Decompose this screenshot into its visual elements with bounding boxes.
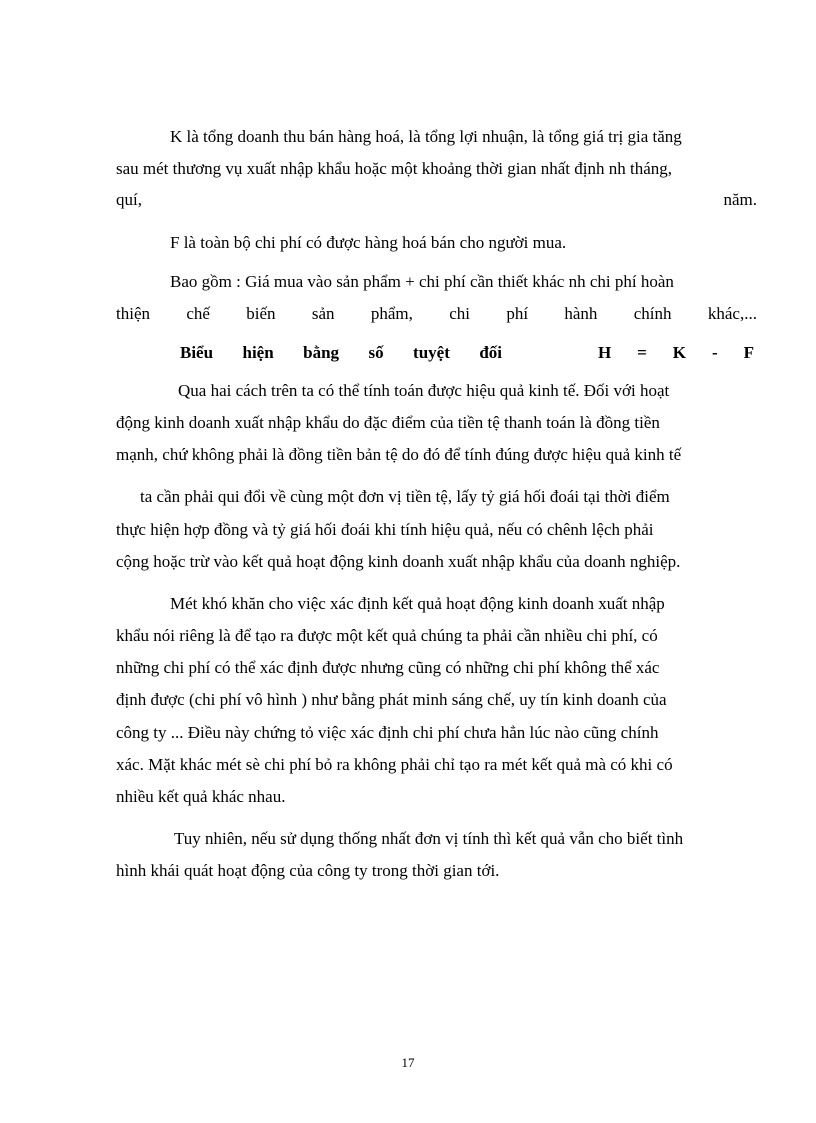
formula-symbol: -	[711, 343, 718, 362]
formula-symbol: H	[598, 343, 612, 362]
formula-label	[180, 342, 502, 364]
paragraph-5-line-3: những chi phí có thể xác định được nhưng cũng có những chi phí không thể xác	[116, 658, 660, 677]
paragraph-5-line-2: khẩu nói riêng là để tạo ra được một kết quả chúng ta phải cần nhiều chi phí, có	[116, 626, 658, 645]
formula-symbol: =	[637, 343, 647, 362]
word: hành	[564, 304, 598, 323]
paragraph-1-line-3	[116, 189, 757, 211]
word: sản	[311, 304, 335, 323]
paragraph-2-line-1: F là toàn bộ chi phí có được hàng hoá bán cho người mua.	[170, 233, 567, 252]
paragraph-5-line-7: nhiều kết quả khác nhau.	[116, 787, 286, 806]
paragraph-3-line-1: Bao gồm : Giá mua vào sản phẩm + chi phí cần thiết khác nh chi phí hoàn	[170, 272, 674, 291]
paragraph-1-line-1: K là tổng doanh thu bán hàng hoá, là tổng lợi nhuận, là tổng giá trị gia tăng	[170, 127, 682, 146]
paragraph-1-line-2: sau mét thương vụ xuất nhập khẩu hoặc một khoảng thời gian nhất định nh tháng,	[116, 159, 672, 178]
word: thiện	[116, 304, 150, 323]
word: khác,...	[707, 304, 757, 323]
paragraph-4-line-4: ta cần phải qui đổi về cùng một đơn vị tiền tệ, lấy tỷ giá hối đoái tại thời điểm	[140, 487, 670, 506]
paragraph-1-line-3-left: quí,	[116, 190, 142, 209]
word: phí	[506, 304, 529, 323]
formula-word: bằng	[303, 343, 340, 362]
paragraph-4-line-6: cộng hoặc trừ vào kết quả hoạt động kinh doanh xuất nhập khẩu của doanh nghiệp.	[116, 552, 681, 571]
word: chính	[633, 304, 672, 323]
paragraph-4-line-5: thực hiện hợp đồng và tỷ giá hối đoái khi tính hiệu quả, nếu có chênh lệch phải	[116, 520, 654, 539]
word: phẩm,	[370, 304, 413, 323]
paragraph-6-line-1: Tuy nhiên, nếu sử dụng thống nhất đơn vị tính thì kết quả vẫn cho biết tình	[174, 829, 684, 848]
formula-word: số	[368, 343, 384, 362]
paragraph-3-line-2	[116, 303, 757, 325]
paragraph-1-line-3-right: năm.	[723, 190, 757, 209]
word: chế	[186, 304, 210, 323]
paragraph-4-line-2: động kinh doanh xuất nhập khẩu do đặc điểm của tiền tệ thanh toán là đồng tiền	[116, 413, 660, 432]
paragraph-4-line-1: Qua hai cách trên ta có thể tính toán được hiệu quả kinh tế. Đối với hoạt	[178, 381, 670, 400]
paragraph-4-line-3: mạnh, chứ không phải là đồng tiền bản tệ do đó để tính đúng được hiệu quả kinh tế	[116, 445, 682, 464]
formula-expression	[598, 342, 754, 364]
formula-word: Biểu	[180, 343, 214, 362]
paragraph-5-line-6: xác. Mặt khác mét sè chi phí bỏ ra không phải chỉ tạo ra mét kết quả mà có khi có	[116, 755, 673, 774]
formula-word: đối	[479, 343, 502, 362]
word: chi	[449, 304, 470, 323]
paragraph-5-line-1: Mét khó khăn cho việc xác định kết quả hoạt động kinh doanh xuất nhập	[170, 594, 665, 613]
formula-symbol: F	[743, 343, 754, 362]
paragraph-5-line-5: công ty ... Điều này chứng tỏ việc xác định chi phí chưa hẳn lúc nào cũng chính	[116, 723, 659, 742]
formula-word: tuyệt	[413, 343, 450, 362]
page-number: 17	[401, 1055, 415, 1070]
formula-word: hiện	[242, 343, 274, 362]
paragraph-5-line-4: định được (chi phí vô hình ) như bằng phát minh sáng chế, uy tín kinh doanh của	[116, 690, 667, 709]
word: biến	[246, 304, 276, 323]
paragraph-6-line-2: hình khái quát hoạt động của công ty trong thời gian tới.	[116, 861, 500, 880]
formula-symbol: K	[672, 343, 687, 362]
